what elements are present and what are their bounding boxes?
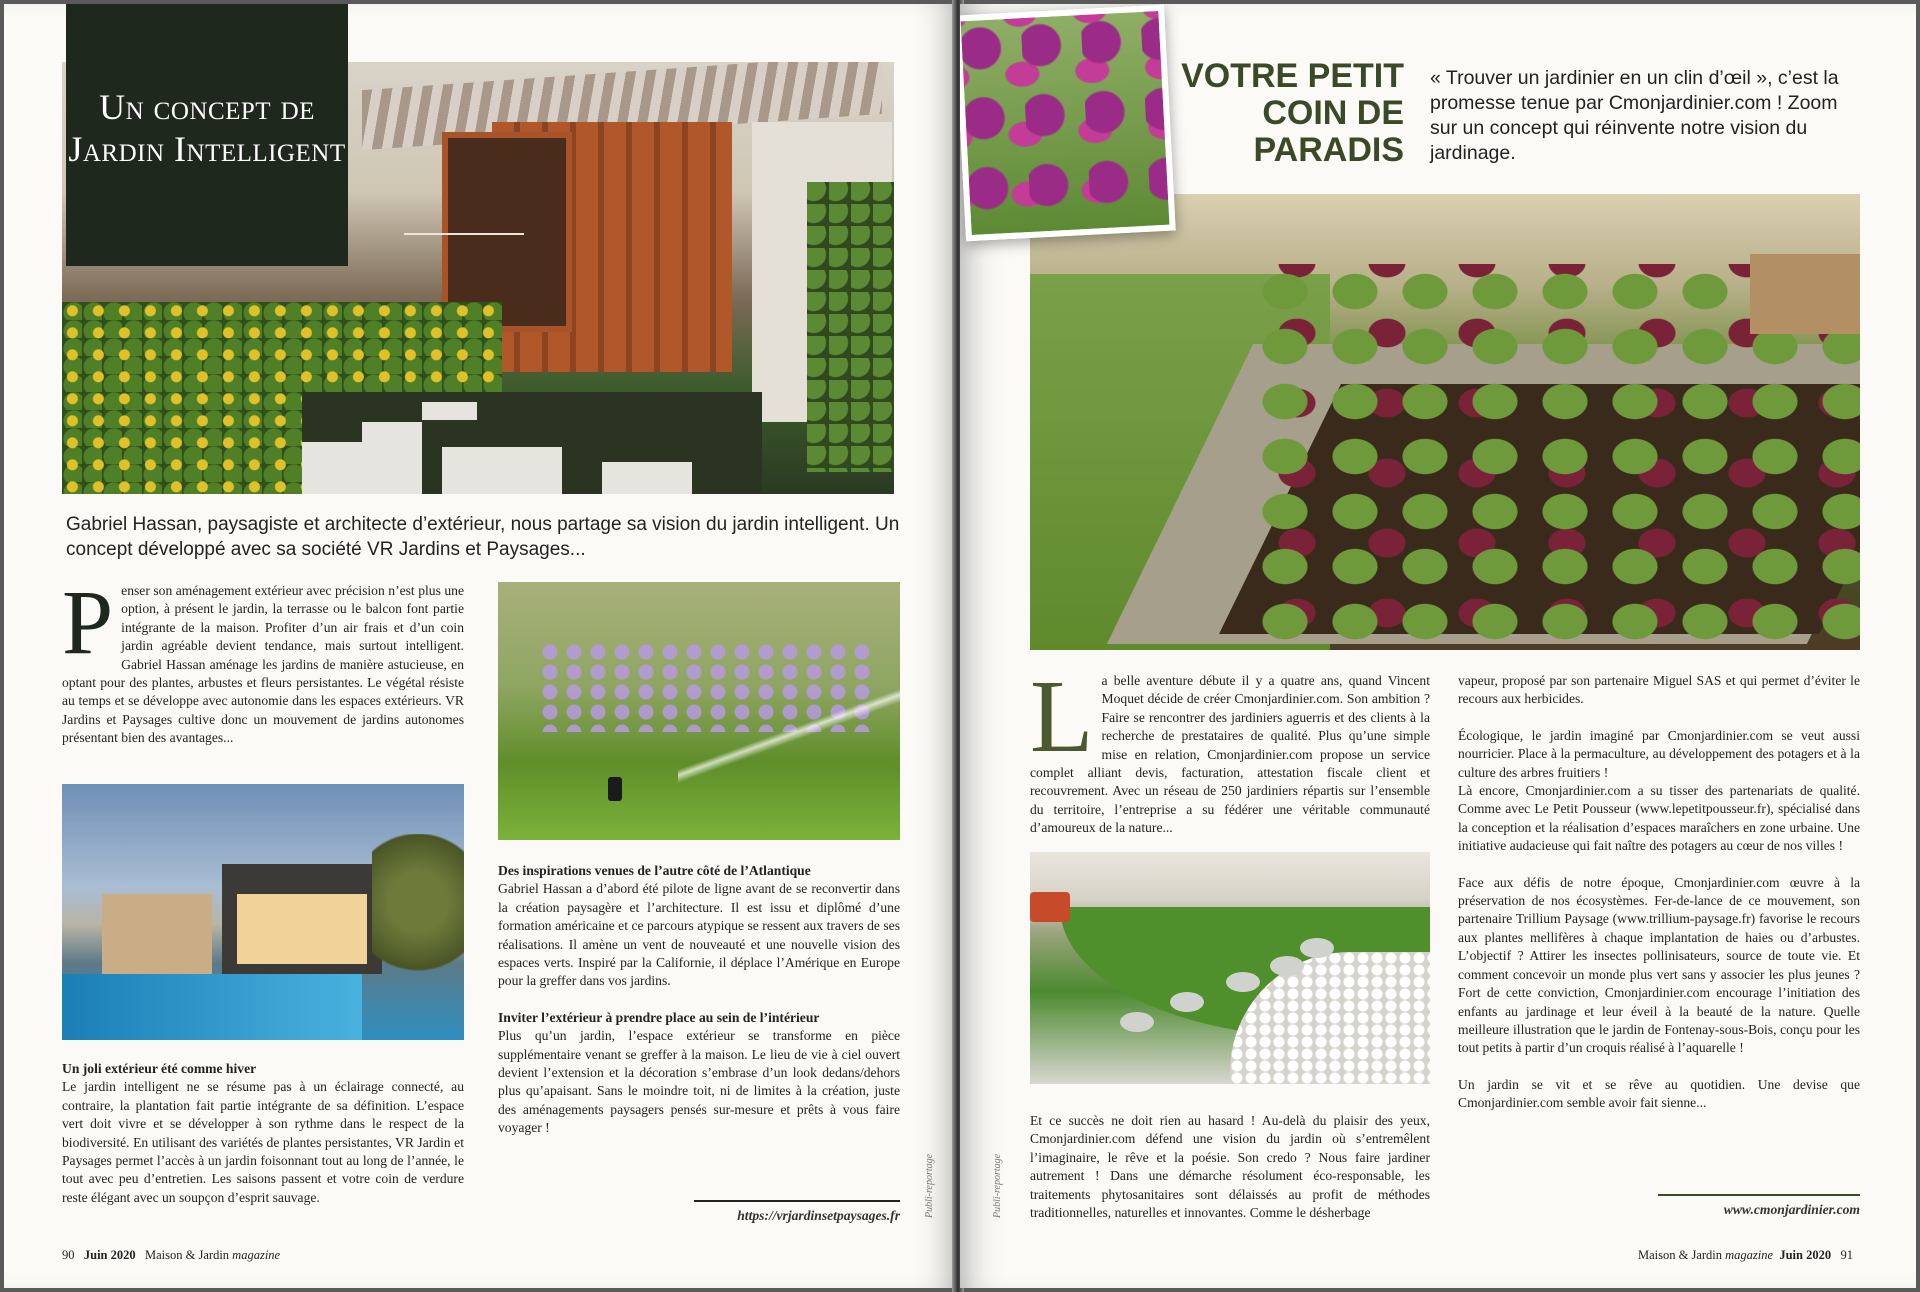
pool-house-photo (62, 784, 464, 1040)
title-line: PARADIS (1253, 131, 1404, 169)
right-column-1 (1030, 659, 1430, 838)
paragraph: Un jardin se vit et se rêve au quotidien. Une devise que Cmonjardinier.com semble avoir fait sienne... (1458, 1076, 1860, 1111)
left-page (4, 4, 956, 1288)
paragraph: Plus qu’un jardin, l’espace extérieur se transforme en pièce supplémentaire venant se greffer à la maison. Le lieu de vie à ciel ouvert devient l’extension et la décoration s’embrase d’un look dedans/dehors plus qu’apaisant. Sans le moindre toit, ni de limites à la création, juste des aménagements paysagers pensés sur-mesure et prêts à vous faire voyager ! (498, 1028, 900, 1136)
purple-flowers-photo (960, 5, 1176, 242)
right-column-2 (1458, 672, 1860, 1113)
paragraph: Gabriel Hassan a d’abord été pilote de ligne avant de se reconvertir dans la création paysagère et l’architecture. Il est issu et diplômé d’une formation américaine et ce parcours atypique se ressent aux travers de ses réalisations. Il amène un vent de nouveauté et une nouvelle vision des espaces verts. Inspiré par la Californie, il déplace l’Amérique en Europe pour la greffer dans vos jardins. (498, 881, 900, 989)
paragraph: Écologique, le jardin imaginé par Cmonjardinier.com se veut aussi nourricier. Place à la permaculture, au développement des potagers et à la culture des arbres fruitiers ! (1458, 727, 1860, 780)
page-number: 91 (1840, 1248, 1853, 1262)
article-intro: « Trouver un jardinier en un clin d’œil », c’est la promesse tenue par Cmonjardinier.com ! Zoom sur un concept qui réinvente notre vision du jardinage. (1430, 67, 1839, 164)
side-label: Publi-reportage (924, 1153, 935, 1218)
intro-paragraph: a belle aventure débute il y a quatre ans, quand Vincent Moquet décide de créer Cmonjardinier.com. Son ambition ? Faire se rencontrer des jardiniers aguerris et des clients à la recherche de prestataires de qualité. Plus qu’une simple mise en relation, Cmonjardinier.com propose un service complet alliant devis, facturation, attestation fiscale client et recouvrement. Avec un réseau de 250 jardiniers répartis sur l’ensemble du territoire, l’entreprise a su fédérer une véritable communauté d’amoureux de la nature... (1030, 673, 1430, 836)
section-heading: Un joli extérieur été comme hiver (62, 1061, 257, 1076)
magazine-suffix: magazine (1725, 1248, 1774, 1262)
intro-paragraph: enser son aménagement extérieur avec précision n’est plus une option, à présent le jardin, la terrasse ou le balcon font partie intégrante de la maison. Profiter d’un air frais et d’un coin jardin agréable devient tendance, mais surtout intelligent. Gabriel Hassan aménage les jardins de manière astucieuse, en optant pour des plantes, arbustes et fleurs persistantes. Le végétal résiste au temps et se développe avec autonomie dans les espaces extérieurs. VR Jardins et Paysages cultive donc un mouvement de jardins autonomes présentant bien des avantages... (62, 583, 464, 746)
left-column-2 (498, 862, 900, 1138)
left-column-1-lower (62, 1060, 464, 1207)
website-link[interactable]: https://vrjardinsetpaysages.fr (694, 1200, 900, 1224)
paragraph: Face aux défis de notre époque, Cmonjardinier.com œuvre à la préservation de nos écosystèmes. Fer-de-lance de ce mouvement, son partenaire Trillium Paysage (www.trillium-paysage.fr) favorise le recours aux plantes mellifères à chaque implantation de haies ou d’arbustes. L’objectif ? Attirer les insectes pollinisateurs, source de toute vie. Et comment concevoir un monde plus vert sans y associer les plus jeunes ? Fort de cette conviction, Cmonjardinier.com encourage l’initiation des enfants au jardinage et leur éveil à la beauté de la nature. Quelle meilleure illustration que le jardin de Fontenay-sous-Bois, conçu pour les tout petits à partir d’un croquis réalisé à l’aquarelle ! (1458, 874, 1860, 1056)
title-line: COIN DE (1262, 94, 1404, 132)
page-number: 90 (62, 1248, 75, 1262)
issue-date: Juin 2020 (1779, 1248, 1832, 1262)
article-title: Un concept de Jardin Intelligent (68, 87, 346, 169)
section-heading: Des inspirations venues de l’autre côté de l’Atlantique (498, 863, 811, 878)
page-footer (62, 1248, 280, 1263)
sprinkler-photo (498, 582, 900, 840)
paragraph: Le jardin intelligent ne se résume pas à un éclairage connecté, au contraire, la plantation fait partie intégrante de sa définition. L’espace vert doit vivre et se développer à son rythme dans le respect de la biodiversité. En utilisant des variétés de plantes persistantes, VR Jardin et Paysages permet l’accès à un jardin foisonnant tout au long de l’année, le tout avec peu d’entretien. Les saisons passent et votre coin de verdure reste élégant avec un soupçon d’esprit sauvage. (62, 1079, 464, 1205)
right-page (960, 4, 1916, 1288)
raised-vegetable-bed-photo (1030, 194, 1860, 650)
magazine-suffix: magazine (232, 1248, 281, 1262)
right-column-1-lower (1030, 1112, 1430, 1222)
article-lead: Gabriel Hassan, paysagiste et architecte d’extérieur, nous partage sa vision du jardin intelligent. Un concept développé avec sa société VR Jardins et Paysages... (66, 514, 900, 560)
page-footer (1638, 1248, 1853, 1263)
website-link[interactable]: www.cmonjardinier.com (1658, 1194, 1860, 1218)
garden-lawn-photo (1030, 852, 1430, 1084)
article-title-box (66, 4, 348, 266)
magazine-name: Maison & Jardin (145, 1248, 230, 1262)
paragraph: Et ce succès ne doit rien au hasard ! Au-delà du plaisir des yeux, Cmonjardinier.com défend une vision du jardin où s’entremêlent l’imaginaire, le rêve et la poésie. Son credo ? Nous faire jardiner autrement ! Dans une démarche résolument éco-responsable, les traitements phytosanitaires sont délaissés au profit de méthodes traditionnelles, naturelles et innovantes. Comme le désherbage (1030, 1113, 1430, 1221)
dropcap: P (62, 571, 114, 673)
side-label: Publi-reportage (992, 1153, 1003, 1218)
paragraph: vapeur, proposé par son partenaire Miguel SAS et qui permet d’éviter le recours aux herbicides. (1458, 673, 1860, 707)
article-title (1176, 58, 1404, 169)
dropcap: L (1030, 659, 1094, 774)
left-column-1 (62, 571, 464, 748)
title-line: VOTRE PETIT (1181, 57, 1404, 95)
section-heading: Inviter l’extérieur à prendre place au sein de l’intérieur (498, 1009, 820, 1025)
paragraph: Là encore, Cmonjardinier.com a su tisser des partenariats de qualité. Comme avec Le Petit Pousseur (www.lepetitpousseur.fr), spécialisé dans la conception et la réalisation d’espaces maraîchers en zone urbaine. Une initiative audacieuse qui fait naître des potagers au cœur de nos villes ! (1458, 783, 1860, 854)
magazine-name: Maison & Jardin (1638, 1248, 1723, 1262)
issue-date: Juin 2020 (83, 1248, 136, 1262)
title-rule (404, 233, 524, 235)
